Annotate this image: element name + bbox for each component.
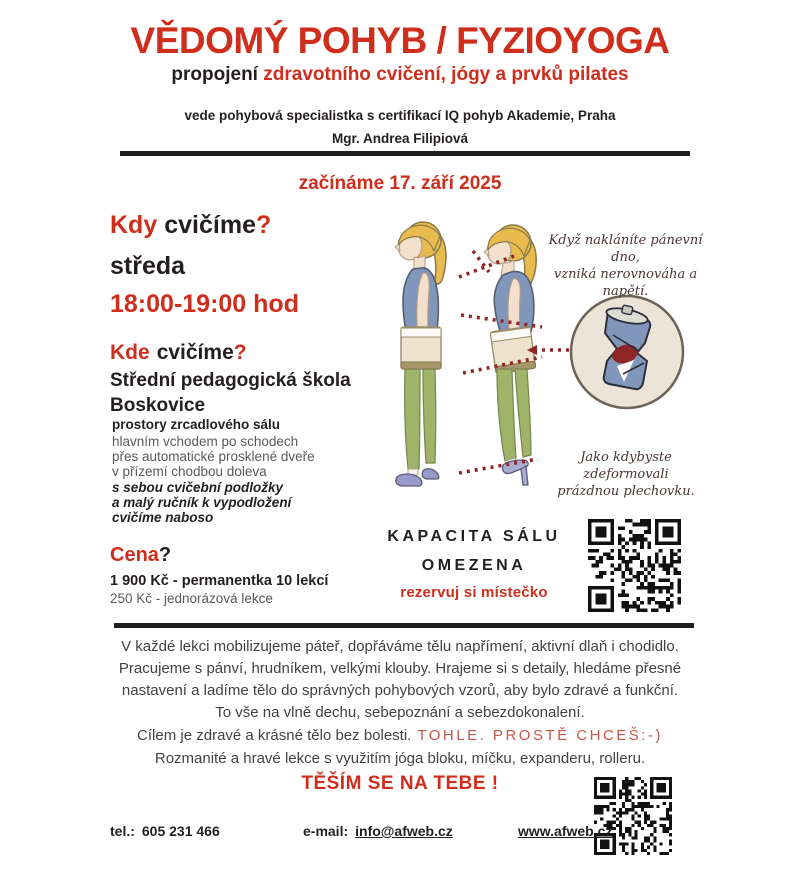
phone-number: 605 231 466 bbox=[141, 823, 220, 839]
capacity-line2: OMEZENA bbox=[421, 557, 527, 574]
reserve-cta: rezervuj si místečko bbox=[400, 584, 548, 601]
capacity-block bbox=[378, 527, 570, 601]
note-pelvic-tilt: Když nakláníte pánevní dno, vzniká nerovnováha a napětí. bbox=[548, 233, 703, 299]
phone-contact: tel.: 605 231 466 bbox=[110, 823, 220, 839]
direction-line: přes automatické prosklené dveře bbox=[112, 449, 315, 464]
body-paragraph-line: nastavení a ladíme tělo do správných pohybových vzorů, aby bylo zdravé a funkční. bbox=[121, 682, 679, 699]
class-time: 18:00-19:00 hod bbox=[110, 290, 299, 318]
capacity-line1: KAPACITA SÁLU bbox=[387, 528, 561, 545]
body-goal-line: Cílem je zdravé a krásné tělo bez bolesti. TOHLE. PROSTĚ CHCEŠ:-) bbox=[137, 727, 663, 744]
crushed-can-icon bbox=[571, 296, 683, 408]
body-variety-line: Rozmanité a hravé lekce s využitím jóga bloku, míčku, expanderu, rolleru. bbox=[154, 750, 646, 767]
direction-line: v přízemí chodbou doleva bbox=[112, 464, 267, 479]
body-paragraph-line: V každé lekci mobilizujeme páteř, dopřáváme tělu napřímení, aktivní dlaň i chodidlo. bbox=[121, 638, 679, 655]
class-day: středa bbox=[110, 252, 186, 280]
upright-figure bbox=[395, 222, 446, 486]
goal-highlight: TOHLE. PROSTĚ CHCEŠ:-) bbox=[417, 727, 663, 744]
equipment-line: s sebou cvičební podložky bbox=[112, 480, 284, 495]
divider-top bbox=[120, 151, 690, 156]
page-title: VĚDOMÝ POHYB / FYZIOYOGA bbox=[130, 20, 670, 61]
divider-bottom bbox=[114, 623, 694, 628]
email-link[interactable]: info@afweb.cz bbox=[355, 823, 453, 839]
heading-where: Kde cvičíme? bbox=[110, 341, 247, 364]
price-pass: 1 900 Kč - permanentka 10 lekcí bbox=[110, 573, 329, 589]
body-paragraph-line: Pracujeme s pánví, hrudníkem, velkými klouby. Hrajeme si s detaily, hledáme přesné bbox=[118, 660, 682, 677]
equipment-line: a malý ručník k vypodložení bbox=[112, 495, 292, 510]
subtitle bbox=[0, 64, 800, 86]
website-link[interactable]: www.afweb.cz bbox=[518, 823, 613, 839]
website-contact bbox=[518, 823, 612, 839]
qr-code-reservation bbox=[588, 519, 681, 612]
subtitle-prefix: propojení bbox=[171, 64, 258, 85]
email-contact: e-mail: info@afweb.cz bbox=[303, 823, 453, 839]
heading-price: Cena? bbox=[110, 544, 172, 566]
direction-line: hlavním vchodem po schodech bbox=[112, 434, 299, 449]
subtitle-highlight: zdravotního cvičení, jógy a prvků pilates bbox=[263, 64, 629, 85]
instructor-name: Mgr. Andrea Filipiová bbox=[331, 131, 469, 146]
closing-line: TĚŠÍM SE NA TEBE ! bbox=[301, 773, 499, 794]
equipment-line: cvičíme naboso bbox=[112, 510, 214, 525]
venue-city: Boskovice bbox=[110, 395, 206, 416]
price-single: 250 Kč - jednorázová lekce bbox=[110, 591, 273, 606]
tilted-figure bbox=[459, 225, 542, 485]
note-crushed-can: Jako kdybyste zdeformovali prázdnou plechovku. bbox=[557, 450, 695, 499]
lead-text: vede pohybová specialistka s certifikací IQ pohyb Akademie, Praha bbox=[184, 108, 616, 123]
venue-room: prostory zrcadlového sálu bbox=[112, 417, 281, 432]
body-wave-line: To vše na vlně dechu, sebepoznání a sebezdokonalení. bbox=[215, 704, 585, 721]
heading-when: Kdy cvičíme? bbox=[110, 211, 272, 239]
start-date: začínáme 17. září 2025 bbox=[298, 173, 502, 194]
venue-name: Střední pedagogická škola bbox=[110, 370, 351, 391]
qr-code-website bbox=[594, 777, 672, 855]
